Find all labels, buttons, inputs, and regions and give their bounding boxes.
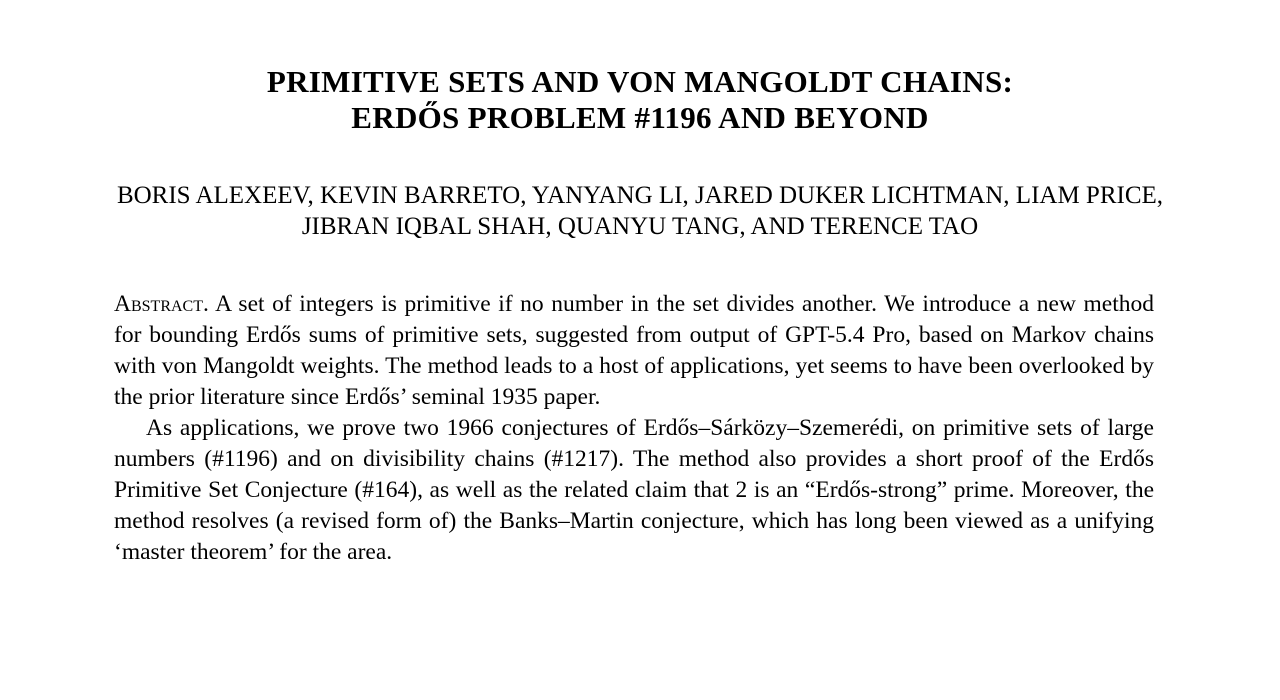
- abstract-paragraph-1: [114, 289, 1154, 413]
- abstract-section: [114, 289, 1154, 568]
- authors-line-1: BORIS ALEXEEV, KEVIN BARRETO, YANYANG LI, JARED DUKER LICHTMAN, LIAM PRICE,: [116, 182, 1164, 209]
- abstract-label: Abstract.: [114, 291, 209, 317]
- paper-title-line-1: PRIMITIVE SETS AND VON MANGOLDT CHAINS:: [266, 64, 1014, 99]
- abstract-paragraph-2: As applications, we prove two 1966 conjectures of Erdős–Sárközy–Szemerédi, on primitive sets of large numbers (#1196) and on divisibility chains (#1217). The method also provides a short proof of the Erdős Primitive Set Conjecture (#164), as well as the related claim that 2 is an “Erdős-strong” prime. Moreover, the method resolves (a revised form of) the Banks–Martin conjecture, which has long been viewed as a unifying ‘master theorem’ for the area.: [114, 415, 1154, 565]
- authors-line-2: JIBRAN IQBAL SHAH, QUANYU TANG, AND TERENCE TAO: [301, 213, 979, 240]
- paper-title-line-2: ERDŐS PROBLEM #1196 AND BEYOND: [351, 100, 929, 135]
- abstract-paragraph-1-text: A set of integers is primitive if no number in the set divides another. We introduce a new method for bounding Erdős sums of primitive sets, suggested from output of GPT-5.4 Pro, based on Markov chains with von Mangoldt weights. The method leads to a host of applications, yet seems to have been overlooked by the prior literature since Erdős’ seminal 1935 paper.: [114, 291, 1154, 410]
